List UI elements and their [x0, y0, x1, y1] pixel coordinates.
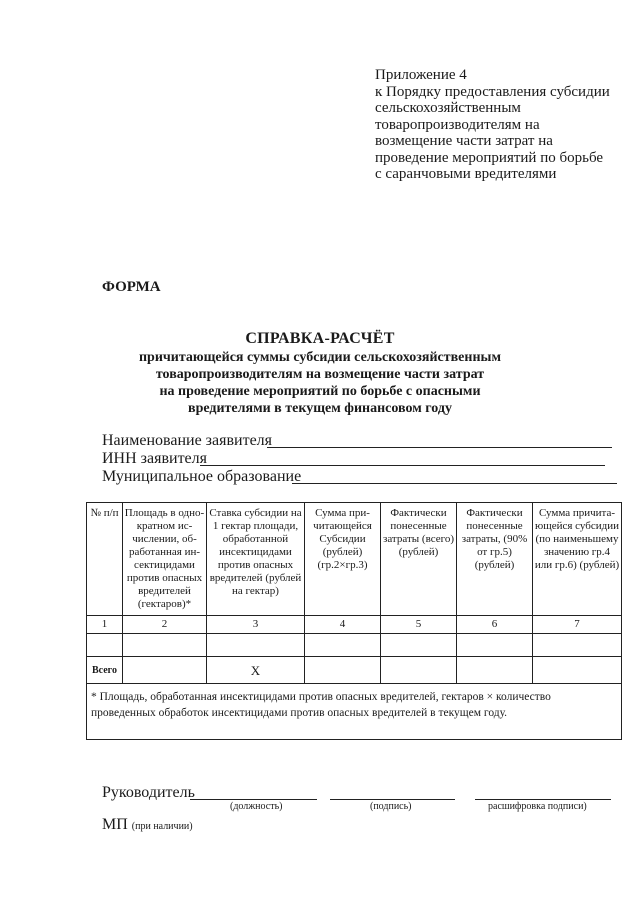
- header-cell: Фактически понесенные затраты (всего) (рублей): [381, 503, 457, 616]
- header-cell: Сумма причитающейся субсидии (по наименьшему значению гр.4 или гр.6) (рублей): [533, 503, 622, 616]
- decryption-line[interactable]: [475, 799, 611, 800]
- form-label: ФОРМА: [102, 279, 161, 295]
- signature-caption: (подпись): [370, 801, 412, 812]
- applicant-name-field: [102, 432, 272, 449]
- stamp-note: (при наличии): [131, 821, 193, 832]
- title-line: причитающейся суммы субсидии сельскохозяйственным: [138, 350, 501, 365]
- title-line: вредителями в текущем финансовом году: [188, 401, 452, 416]
- municipality-line[interactable]: [292, 483, 617, 484]
- appendix-line: возмещение части затрат на: [375, 133, 553, 149]
- header-cell: Фактически понесенные затраты, (90% от гр.5) (рублей): [457, 503, 533, 616]
- document-title: [100, 329, 540, 417]
- column-number: 5: [381, 616, 457, 634]
- header-cell: Площадь в однократном исчислении, обработанная инсектицидами против опасных вредителей (гектаров)*: [123, 503, 207, 616]
- data-cell[interactable]: [207, 634, 305, 657]
- footnote-row: [87, 684, 622, 740]
- signature-label: Руководитель: [102, 784, 195, 801]
- header-cell: № п/п: [87, 503, 123, 616]
- column-number: 2: [123, 616, 207, 634]
- header-cell: Ставка субсидии на 1 гектар площади, обработанной инсектицидами против опасных вредителей (рублей на гектар): [207, 503, 305, 616]
- position-line[interactable]: [190, 799, 317, 800]
- column-number: 7: [533, 616, 622, 634]
- stamp-label: МП: [102, 816, 128, 833]
- data-cell[interactable]: [381, 634, 457, 657]
- column-number: 3: [207, 616, 305, 634]
- header-row: [87, 503, 622, 616]
- signature-line[interactable]: [330, 799, 455, 800]
- column-number: 6: [457, 616, 533, 634]
- stamp-block: [102, 816, 193, 834]
- position-caption: (должность): [230, 801, 283, 812]
- title-main: СПРАВКА-РАСЧЁТ: [245, 330, 395, 347]
- appendix-block: [375, 67, 625, 183]
- total-mark: Х: [207, 657, 305, 684]
- title-line: на проведение мероприятий по борьбе с опасными: [159, 384, 481, 399]
- data-cell[interactable]: [533, 634, 622, 657]
- inn-label: ИНН заявителя: [102, 450, 207, 467]
- data-cell[interactable]: [123, 634, 207, 657]
- appendix-line: товаропроизводителям на: [375, 116, 540, 133]
- total-cell[interactable]: [381, 657, 457, 684]
- column-number: 1: [87, 616, 123, 634]
- total-label: Всего: [87, 657, 123, 684]
- applicant-name-label: Наименование заявителя: [102, 432, 273, 449]
- column-number-row: [87, 616, 622, 634]
- data-cell[interactable]: [87, 634, 123, 657]
- appendix-line: с саранчовыми вредителями: [375, 166, 557, 182]
- appendix-line: сельскохозяйственным: [375, 100, 521, 116]
- total-cell[interactable]: [305, 657, 381, 684]
- decryption-caption: расшифровка подписи): [488, 801, 587, 812]
- municipality-label: Муниципальное образование: [102, 468, 302, 485]
- column-number: 4: [305, 616, 381, 634]
- appendix-line: проведение мероприятий по борьбе: [375, 149, 604, 166]
- data-cell[interactable]: [305, 634, 381, 657]
- appendix-line: Приложение 4: [375, 67, 467, 83]
- total-row: [87, 657, 622, 684]
- total-cell[interactable]: [533, 657, 622, 684]
- data-cell[interactable]: [457, 634, 533, 657]
- applicant-name-line[interactable]: [267, 447, 612, 448]
- title-line: товаропроизводителям на возмещение части затрат: [155, 367, 485, 382]
- total-cell[interactable]: [457, 657, 533, 684]
- inn-field: [102, 450, 207, 467]
- data-row: [87, 634, 622, 657]
- calculation-table: [86, 502, 622, 740]
- municipality-field: [102, 468, 301, 485]
- inn-line[interactable]: [200, 465, 605, 466]
- footnote: * Площадь, обработанная инсектицидами против опасных вредителей, гектаров × количество проведенных обработок инсектицидами против опасных вредителей в текущем году.: [87, 684, 622, 740]
- header-cell: Сумма причитающейся Субсидии (рублей) (гр.2×гр.3): [305, 503, 381, 616]
- appendix-line: к Порядку предоставления субсидии: [375, 83, 610, 100]
- total-cell[interactable]: [123, 657, 207, 684]
